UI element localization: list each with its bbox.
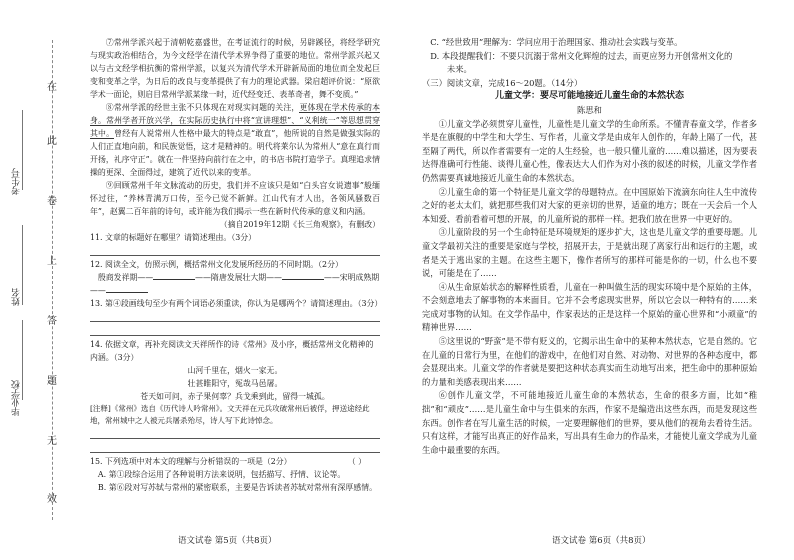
- paragraph-1: ①儿童文学必须贯穿儿童性，儿童性是儿童文学的生命所系。不懂青春童文学，作者多半是在旗舰的中学生和大学生、写作者，儿童文学是由成年人创作的，年龄上隔了一代，甚至隔了两代，所以作者需要有一定的人生经验，也一般只懂儿童的……难以描述，因为要表达得准确可行性能、谈得儿童心性，像表达大人们作为对小孩的叙述的时候，儿童文学作者仍然需要真诚地接近儿童生命的本然状态。: [422, 118, 757, 183]
- question-11: 11. 文章的标题好在哪里？请简述理由。（3分）: [90, 233, 257, 242]
- question-15-text: 15. 下列选项中对本文的理解与分析错误的一项是（2分）: [90, 457, 292, 466]
- answer-line[interactable]: [90, 310, 380, 322]
- binding-margin: [0, 0, 70, 560]
- fill-text-a: 殷商发祥期——: [97, 273, 154, 282]
- para8-text-a: ⑧常州学派的经世主张不只体现在对现实问题的关注，: [105, 103, 300, 112]
- seal-word: 题: [47, 376, 57, 387]
- option-a: A. 第①段综合运用了各种说明方法来说明，包括描写、抒情、议论等。: [97, 470, 346, 479]
- seal-word: 答: [47, 316, 57, 327]
- seal-word: 效: [47, 494, 57, 505]
- section-heading: （三）阅读文章，完成16～20题。（14分）: [422, 77, 583, 88]
- examinee-number-label: 考生号: [12, 168, 22, 195]
- answer-line[interactable]: [90, 244, 380, 256]
- option-d-cont: 未来。: [446, 64, 472, 75]
- poem-line: 山河千里在，烟火一家无。: [187, 366, 283, 375]
- option-c: C. “经世致用”理解为：学问应用于治理国家、推动社会实践与变革。: [430, 37, 683, 47]
- fill-blank[interactable]: [282, 279, 324, 280]
- fill-text-b: ——隋唐发展壮大期——: [195, 273, 282, 282]
- examinee-number-line: [22, 110, 23, 190]
- poem-line: 壮甚睢阳守，冤哉马邑屠。: [187, 379, 283, 388]
- school-line: [22, 320, 23, 400]
- paragraph-5: ⑤这里说的“野蛮”是不带有贬义的，它揭示出生命中的某种本然状态，它是自然的。它在儿童的日常行为里，在他们的游戏中，在他们对自然、对动物、对世界的各种态度中，都会显现出来。儿童文学的作者就是要把这种状态真实而生动地写出来，把生命中的那种原始的力量和美感表现出来……: [422, 336, 757, 387]
- para8-underlined: 更体现在学术传承的本身。常州学者开放兴学，在实际历史执行中将“宣讲理想”、“义利统一”等思想贯穿其中。: [90, 103, 380, 138]
- cut-line: [52, 40, 53, 520]
- article-source: （摘自2019年12期《长三角观察》，有删改）: [219, 220, 380, 229]
- seal-word: 无: [47, 436, 57, 447]
- option-b: B. 第⑥段对写苏轼与常州的紧密联系，主要是告诉读者苏轼对常州有深厚感情。: [97, 483, 377, 492]
- poem-notes: [注释]《常州》选自《历代诗人吟常州》。文天祥在元兵攻破常州后被俘，押送途经此地，常州城中之人被元兵屠杀殆尽，诗人写下此诗悼念。: [90, 404, 370, 425]
- page-footer-left: 语文试卷 第5页（共8页）: [178, 536, 277, 546]
- seal-word: 此: [47, 136, 57, 147]
- answer-line[interactable]: [90, 441, 380, 453]
- paragraph-8: [90, 101, 380, 179]
- answer-line[interactable]: [90, 427, 380, 439]
- left-page: [90, 36, 383, 494]
- question-14: 14. 依据文章，再补充阅读文天祥所作的诗《常州》及小序，概括常州文化精神的内涵。（3分）: [90, 340, 374, 362]
- answer-bracket[interactable]: （ ）: [347, 457, 366, 466]
- school-label: 毕业学校: [12, 380, 22, 416]
- fill-blank[interactable]: [106, 292, 148, 293]
- option-d: D. 本段提醒我们：不要只沉溺于常州文化辉煌的过去，而更应努力开创常州文化的: [430, 50, 733, 61]
- paragraph-6: ⑥创作儿童文学，不可能地接近儿童生命的本然状态，生命的很多方面，比如“稚拙”和“顽皮”……是儿童生命中与生俱来的东西，作家不是编造出这些东西，而是发现这些东西。创作者在写儿童生活的时候，一定要理解他们的世界，要从他们的视角去看待生活。只有这样，才能写出真正的好作品来，写出具有生命力的作品来，才能使儿童文学成为儿童生命中最重要的东西。: [422, 390, 757, 455]
- page-footer-right: 语文试卷 第6页（共8页）: [552, 536, 651, 546]
- article-title: 儿童文学：要尽可能地接近儿童生命的本然状态: [494, 91, 684, 102]
- right-page: [422, 36, 757, 457]
- question-15: [90, 455, 380, 468]
- name-label: 姓名: [12, 288, 22, 306]
- para8-text-c: 就在一件坚持向前行在之中，的书店书院打造学子。真理追求情操的更深、全面得过，建筑了近代以来的变革。: [90, 155, 380, 177]
- seal-word: 卷: [47, 196, 57, 207]
- question-12: 12. 阅读全文，仿照示例，概括常州文化发展所经历的不同时期。（2分）: [90, 260, 343, 269]
- seal-word: 上: [47, 256, 57, 267]
- poem-line: 苍天如可问，赤子果何辜？兵戈乘到此，留得一城孤。: [140, 392, 330, 401]
- paragraph-7: ⑦常州学派兴起于清朝乾嘉盛世，在考证流行的时候，另辟蹊径，将经学研究与现实政治相结合，为今文经学在清代学术界争得了重要的地位。常州学派兴起又以与古文经学相抗衡的常州学派，以复兴为清代学术开辟新局面的地位而全发起巨变和变革之学，为日后的改良与变革提供了有力的理论武器。梁启超评价说：“原欲学术一面论，则启目常州学派某缘一时，近代经变迁、表革奇者，舞不变质。”: [90, 38, 380, 99]
- answer-line[interactable]: [90, 324, 380, 336]
- paragraph-9: ⑨回顾常州千年文脉流动的历史，我们并不应该只是如“白头宫女说遗事”般缅怀过往，“养林青满万口传，至今已觉不新鲜。江山代有才人出，各领风骚数百年”，赵翼二百年前的诗句，或许能为我们揭示一些在新时代传承的意义和内涵。: [90, 181, 380, 216]
- fill-blank[interactable]: [153, 279, 195, 280]
- question-12-fill: [90, 271, 380, 297]
- para8-text-b: 曾经有人说常州人性格中最大的特点是“敢直”，他所说的自然是做强实际的人们正直地向前，和民族觉悟，这才是精神的。明代将莱尔认为常州人“意在真行而开扬，礼序守正”。: [90, 129, 380, 164]
- paragraph-4: ④从生命原始状态的解释性质看，儿童在一种叫做生活的现实环境中是个原始的主体，不会刻意地去了解事物的本来面目。它并不会考虑现实世界，所以它会以一种特有的……来完成对事物的认知。在文学作品中，作家表达的正是这样一个原始的童心世界和“小顽童”的精神世界……: [422, 281, 757, 333]
- seal-word: 在: [47, 82, 57, 93]
- name-line: [22, 225, 23, 305]
- fill-text-c: ——宋明成熟期——: [90, 273, 380, 295]
- article-author: 陈思和: [577, 104, 602, 115]
- paragraph-3: ③儿童阶段的另一个生命特征是环境规矩的逐步扩大，这也是儿童文学的重要母题。儿童文学最初关注的重要是家庭与学校，招展开去，于是就出现了离家行出和远行的主题，或者是关于逃出家的主题。在这些主题下，像作者所写的那样可能是你的一切，什么也不要说，可能是在了……: [422, 227, 757, 279]
- question-13: 13. 第④段画线句至少有两个词语必须重读，你认为是哪两个？请简述理由。（3分）: [90, 299, 383, 308]
- paragraph-2: ②儿童生命的第一个特征是儿童文学的母题特点。在中国原始下流滴东向往人生中流传之好的老太太们，就把那些我们对大家的更亲切的世界，适童的地方；既在一天会后一个人本知爱、看前看着可想的开展，的儿童所说的那样一样。把我们放在世界一中更好的。: [422, 186, 757, 224]
